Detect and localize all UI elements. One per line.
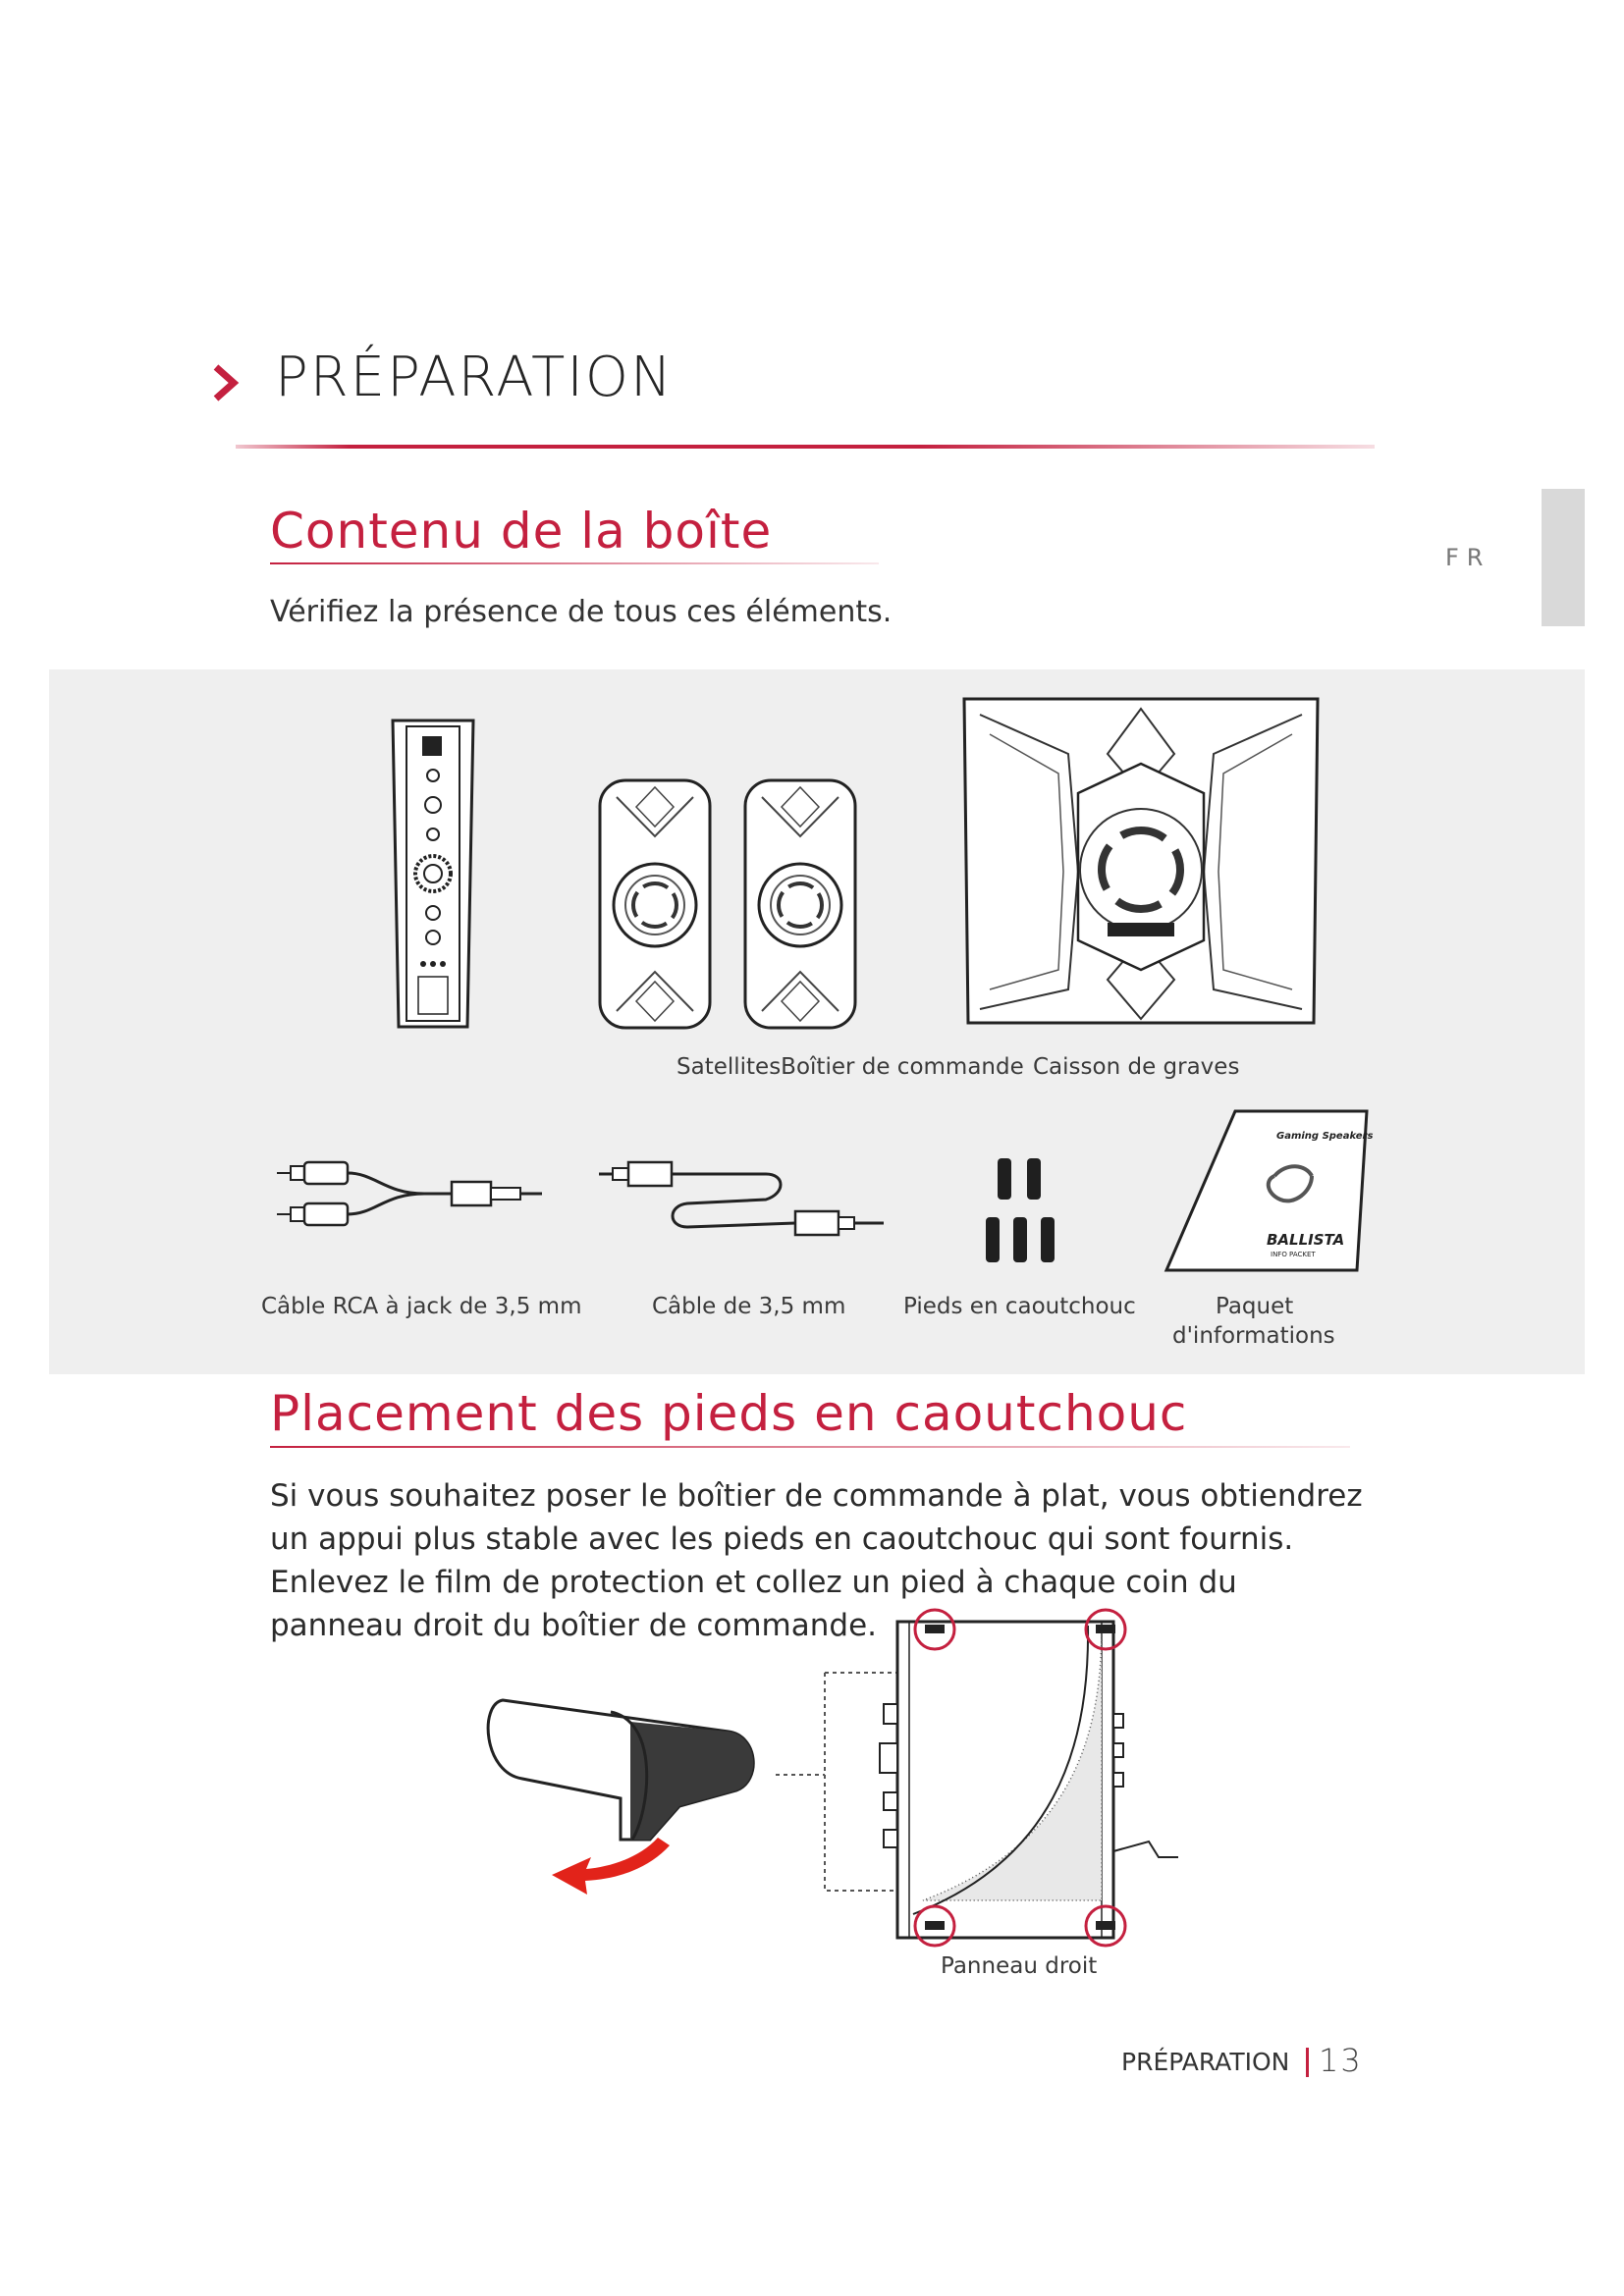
- section-title-contents: Contenu de la boîte: [270, 503, 773, 560]
- caption-rca-cable: Câble RCA à jack de 3,5 mm: [261, 1294, 582, 1319]
- contents-intro: Vérifiez la présence de tous ces éléments.: [270, 595, 893, 629]
- caption-satellites-control: SatellitesBoîtier de commande: [677, 1054, 1024, 1080]
- title-divider: [236, 445, 1375, 449]
- caption-subwoofer: Caisson de graves: [1033, 1054, 1240, 1080]
- section-divider: [270, 562, 879, 564]
- page-number: 13: [1319, 2042, 1363, 2079]
- caption-info-pack-1: Paquet: [1216, 1294, 1294, 1319]
- satellite-speaker-right: [742, 777, 858, 1031]
- chevron-right-icon: [212, 363, 242, 402]
- right-panel-illustration: [874, 1606, 1188, 1949]
- audio-cable-illustration: [599, 1158, 893, 1237]
- language-tab: [1542, 489, 1585, 626]
- peel-foot-illustration: [483, 1692, 778, 1898]
- subwoofer-illustration: [960, 695, 1322, 1031]
- info-packet-line2: BALLISTA: [1267, 1231, 1345, 1249]
- language-label: FR: [1445, 544, 1491, 571]
- footer-section-label: PRÉPARATION: [1121, 2048, 1290, 2076]
- info-packet-line1: Gaming Speakers: [1276, 1131, 1374, 1142]
- satellite-speaker-left: [597, 777, 713, 1031]
- caption-audio-cable: Câble de 3,5 mm: [652, 1294, 846, 1319]
- caption-rubber-feet: Pieds en caoutchouc: [903, 1294, 1136, 1319]
- rubber-feet-illustration: [982, 1154, 1060, 1266]
- caption-info-pack-2: d'informations: [1172, 1323, 1335, 1349]
- section-title-placement: Placement des pieds en caoutchouc: [270, 1385, 1188, 1442]
- footer-divider: [1306, 2048, 1309, 2077]
- page-title: PRÉPARATION: [275, 346, 674, 409]
- control-box-illustration: [389, 717, 477, 1031]
- info-packet-line3: INFO PACKET: [1271, 1251, 1316, 1258]
- rca-cable-illustration: [277, 1158, 544, 1233]
- section-divider: [270, 1446, 1350, 1448]
- info-packet-illustration: [1164, 1107, 1374, 1274]
- placement-paragraph: Si vous souhaitez poser le boîtier de commande à plat, vous obtiendrez un appui plus stable avec les pieds en caoutchouc qui sont fournis. Enlevez le film de protection et collez un pied à chaque coin du panneau droit du boîtier de commande.: [270, 1478, 1363, 1643]
- caption-right-panel: Panneau droit: [941, 1953, 1098, 1979]
